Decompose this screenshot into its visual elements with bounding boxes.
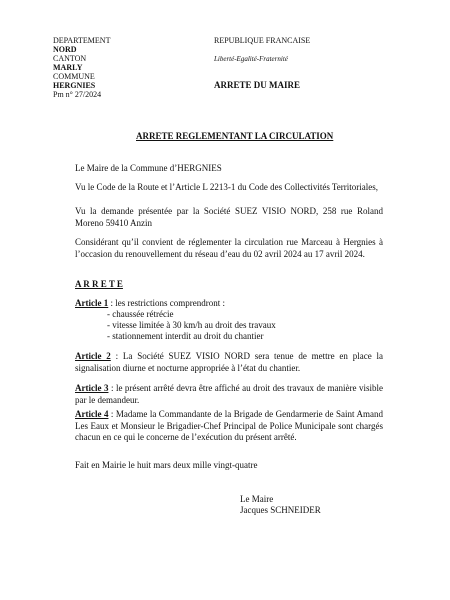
document-title: ARRETE REGLEMENTANT LA CIRCULATION bbox=[136, 131, 334, 141]
article-4 bbox=[75, 409, 383, 444]
article-3 bbox=[75, 383, 383, 406]
article-1-list bbox=[107, 309, 276, 341]
list-item: - chaussée rétrécie bbox=[107, 309, 174, 319]
commune-label: COMMUNE bbox=[53, 72, 95, 81]
list-item: - stationnement interdit au droit du chantier bbox=[107, 330, 264, 341]
article-1 bbox=[75, 298, 383, 310]
article-2 bbox=[75, 351, 383, 374]
signature-role: Le Maire bbox=[240, 494, 274, 504]
mayor-intro: Le Maire de la Commune d’HERGNIES bbox=[75, 163, 222, 173]
article-1-text: : les restrictions comprendront : bbox=[108, 298, 225, 308]
article-3-text: : le présent arrêté devra être affiché au droit des travaux de manière visible par le demandeur. bbox=[75, 383, 383, 405]
decree-number: Pm n° 27/2024 bbox=[53, 90, 102, 99]
arrete-heading: A R R E T E bbox=[75, 279, 123, 289]
considerant-paragraph: Considérant qu’il convient de réglementer la circulation rue Marceau à Hergnies à l’occasion du renouvellement du réseau d’eau du 02 avril 2024 au 17 avril 2024. bbox=[75, 237, 383, 259]
article-4-label: Article 4 bbox=[75, 409, 109, 419]
article-4-text: : Madame la Commandante de la Brigade de Gendarmerie de Saint Amand Les Eaux et Monsieur le Brigadier-Chef Principal de Police Municipale sont chargés chacun en ce qui le concerne de l’exécution du présent arrêté. bbox=[75, 409, 383, 442]
department-label: DEPARTEMENT bbox=[53, 36, 111, 45]
canton-label: CANTON bbox=[53, 54, 87, 63]
done-at-line: Fait en Mairie le huit mars deux mille vingt-quatre bbox=[75, 460, 258, 470]
department-name: NORD bbox=[53, 45, 77, 54]
legal-basis-paragraph: Vu le Code de la Route et l’Article L 2213-1 du Code des Collectivités Territoriales, bbox=[75, 182, 379, 192]
article-2-text: : La Société SUEZ VISIO NORD sera tenue de mettre en place la signalisation diurne et nocturne appropriée à l’état du chantier. bbox=[75, 351, 383, 373]
article-3-label: Article 3 bbox=[75, 383, 109, 393]
article-2-label: Article 2 bbox=[75, 351, 111, 361]
republic-label: REPUBLIQUE FRANCAISE bbox=[214, 36, 311, 45]
decree-type: ARRETE DU MAIRE bbox=[214, 80, 301, 90]
republic-motto: Liberté-Egalité-Fraternité bbox=[214, 55, 288, 63]
article-1-label: Article 1 bbox=[75, 298, 109, 308]
list-item: - vitesse limitée à 30 km/h au droit des travaux bbox=[107, 319, 276, 330]
commune-name: HERGNIES bbox=[53, 81, 96, 90]
signature-name: Jacques SCHNEIDER bbox=[240, 505, 321, 515]
canton-name: MARLY bbox=[53, 63, 83, 72]
request-paragraph: Vu la demande présentée par la Société SUEZ VISIO NORD, 258 rue Roland Moreno 59410 Anzin bbox=[75, 206, 383, 228]
